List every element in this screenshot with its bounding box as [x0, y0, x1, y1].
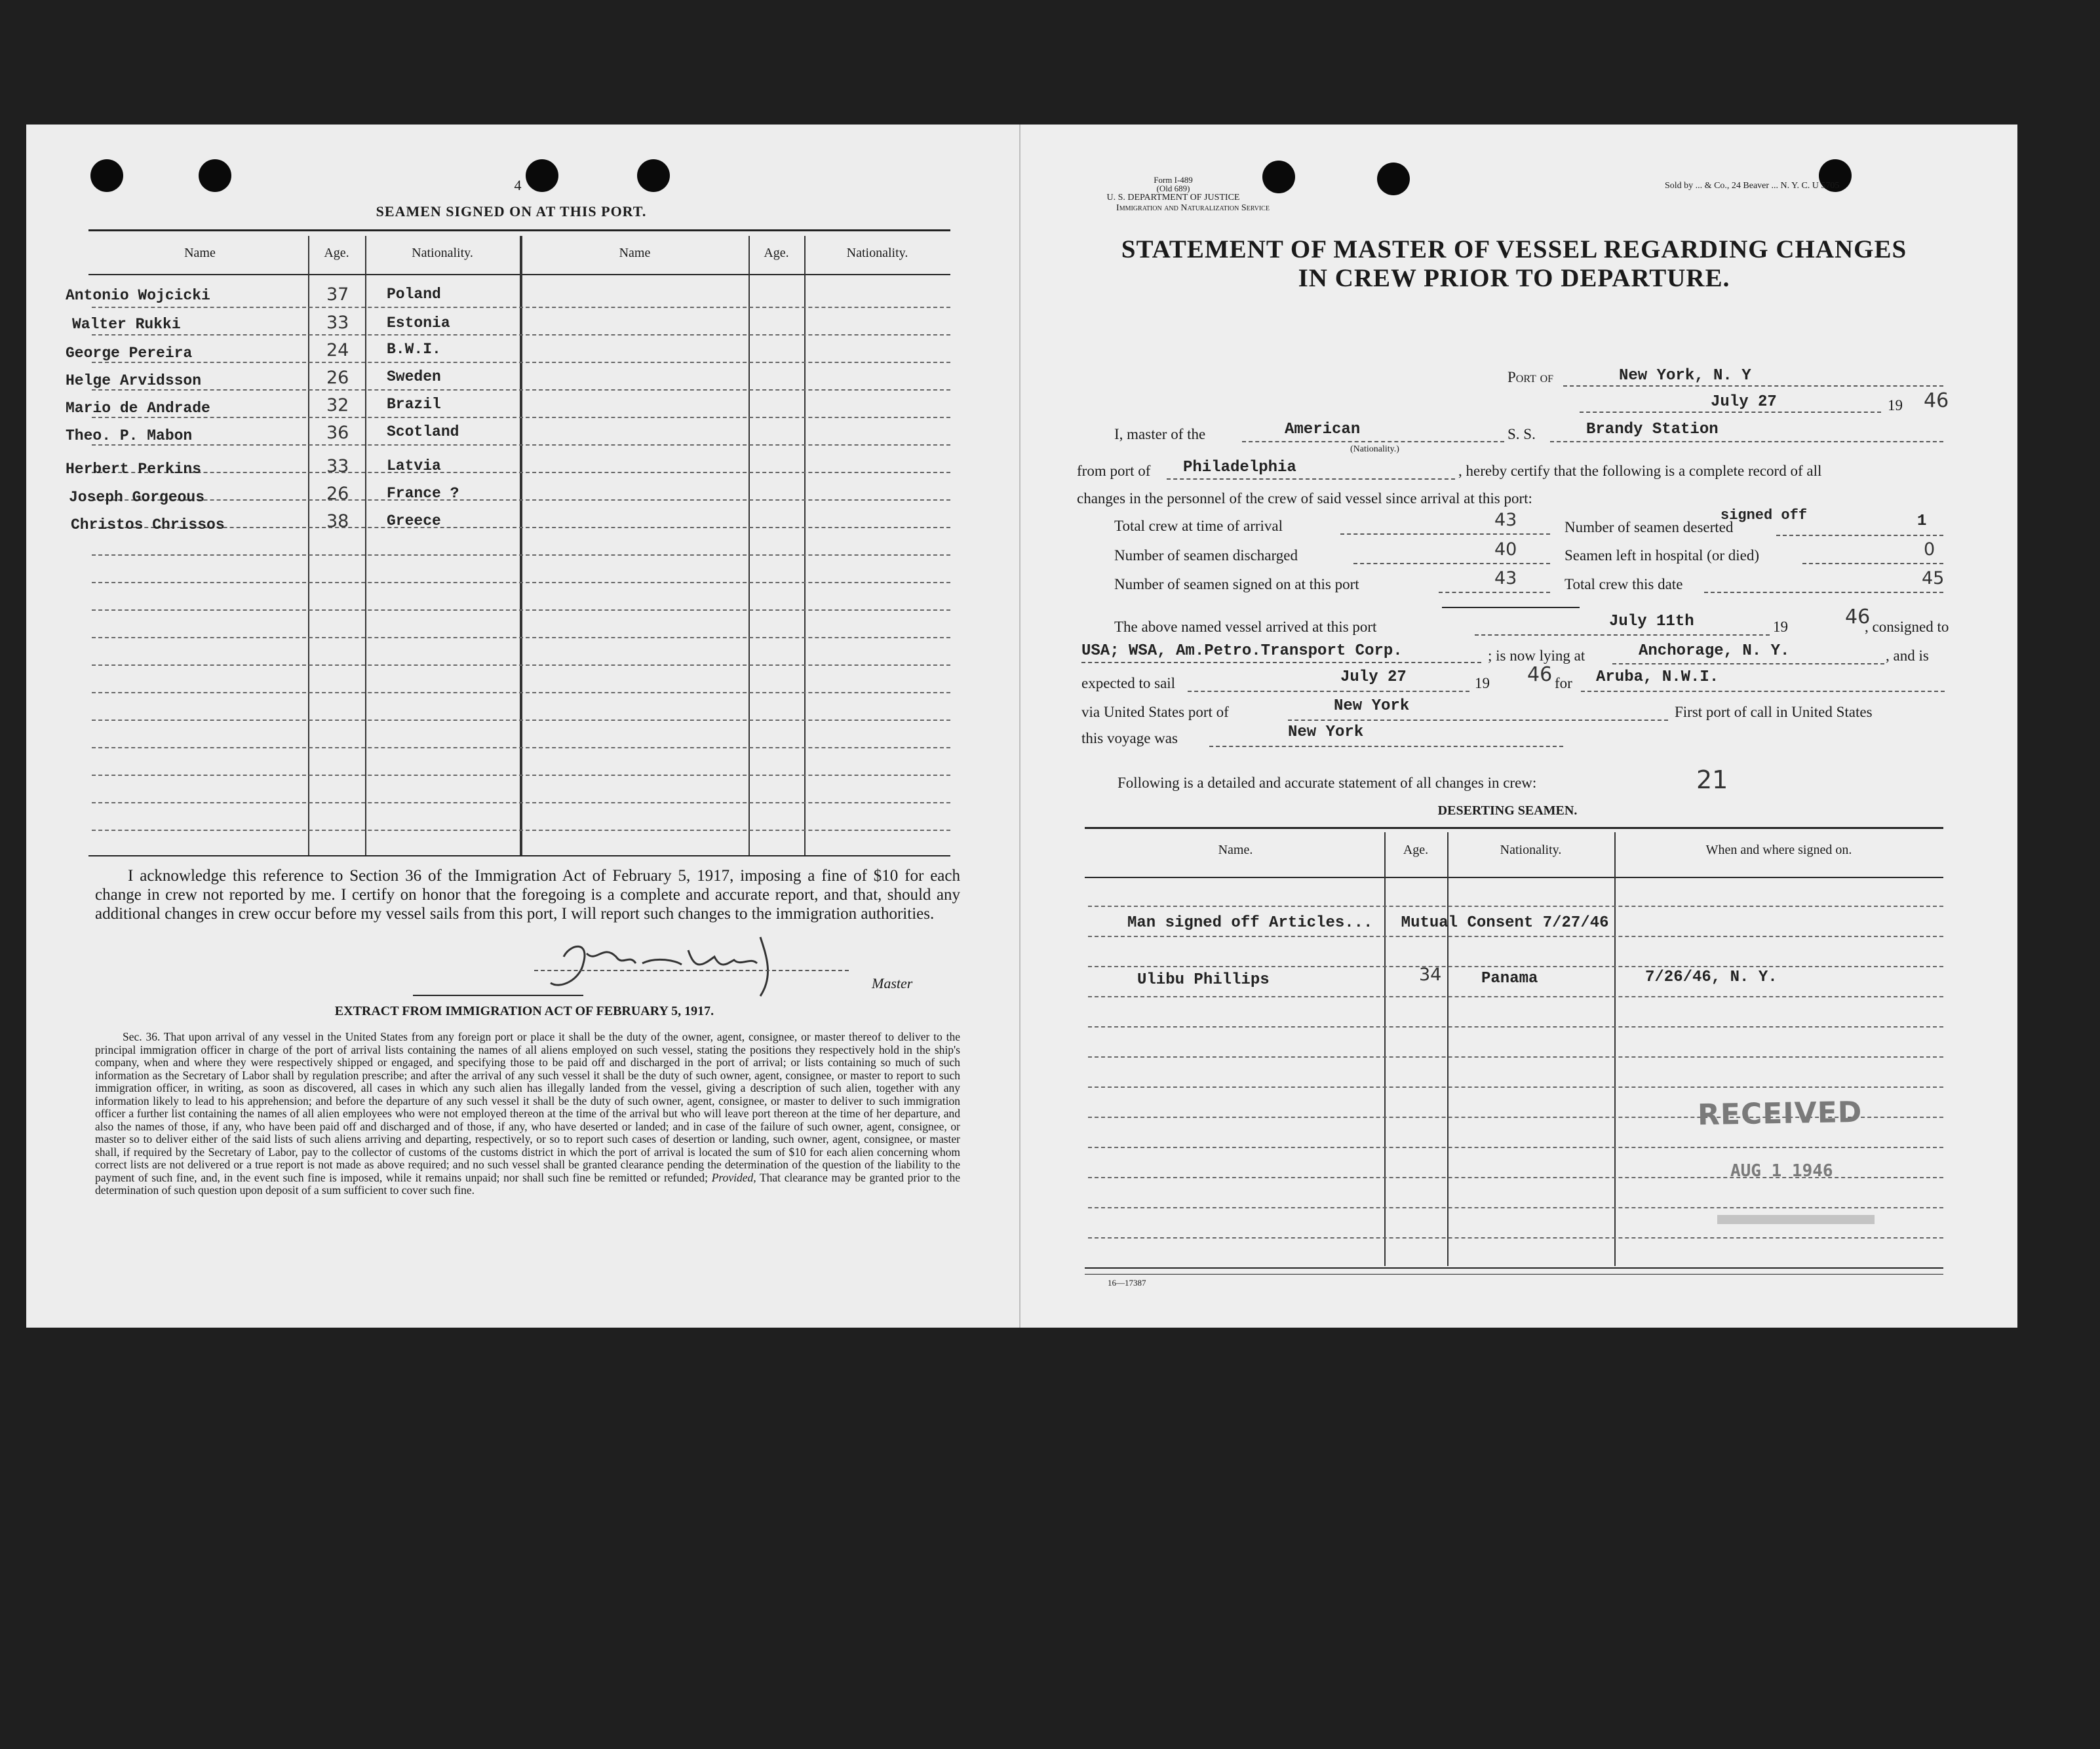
seaman-age: 38: [326, 511, 349, 531]
col-nationality-2: Nationality.: [846, 246, 908, 260]
seaman-name: Helge Arvidsson: [66, 372, 202, 389]
arrived-label: The above named vessel arrived at this port: [1114, 619, 1377, 635]
port-label: Port of: [1507, 369, 1554, 385]
discharged-value: 40: [1494, 539, 1517, 560]
date-line: [1580, 412, 1881, 413]
deserter-signed-on: 7/26/46, N. Y.: [1645, 969, 1778, 986]
deserted-label: Number of seamen deserted: [1565, 519, 1734, 535]
lying-line: [1612, 663, 1884, 664]
seaman-nationality: Greece: [387, 512, 441, 529]
total-arrival-line: [1340, 533, 1550, 535]
extract-rule: [413, 995, 583, 996]
hospital-line: [1802, 563, 1943, 564]
arrived-year-prefix: 19: [1773, 619, 1788, 635]
column-divider: [308, 236, 309, 855]
column-divider: [749, 236, 750, 855]
seaman-age: 33: [326, 313, 349, 333]
table-top-rule: [88, 229, 950, 231]
seaman-nationality: Scotland: [387, 423, 459, 440]
deserting-bottom-rule: [1085, 1267, 1943, 1269]
seaman-nationality: Estonia: [387, 315, 450, 332]
via-label: via United States port of: [1081, 704, 1229, 720]
seaman-nationality: France ?: [387, 485, 459, 502]
consigned-label: , consigned to: [1865, 619, 1949, 635]
column-divider: [365, 236, 366, 855]
destination-value: Aruba, N.W.I.: [1596, 668, 1719, 686]
col-age: Age.: [1403, 843, 1429, 857]
service: Immigration and Naturalization Service: [1116, 203, 1270, 213]
year-prefix: 19: [1888, 397, 1903, 413]
arrived-line: [1475, 634, 1770, 636]
stamp-smudge: [1717, 1215, 1875, 1224]
form-title-line2: IN CREW PRIOR TO DEPARTURE.: [1298, 264, 1730, 292]
deserting-header-rule: [1085, 877, 1943, 878]
from-port-value: Philadelphia: [1183, 459, 1296, 476]
signed-on-title: SEAMEN SIGNED ON AT THIS PORT.: [376, 203, 647, 220]
form-number: [1114, 176, 1232, 193]
deserting-title: DESERTING SEAMEN.: [1437, 803, 1578, 818]
department: U. S. DEPARTMENT OF JUSTICE: [1106, 193, 1240, 202]
deserting-top-rule: [1085, 827, 1943, 829]
punch-hole: [199, 159, 231, 192]
expected-label: expected to sail: [1081, 675, 1176, 691]
seaman-name: George Pereira: [66, 345, 193, 362]
date-value: July 27: [1711, 393, 1777, 411]
consignee-value: USA; WSA, Am.Petro.Transport Corp.: [1081, 642, 1403, 660]
via-line: [1288, 720, 1668, 721]
total-date-value: 45: [1922, 568, 1945, 588]
seaman-name: Herbert Perkins: [66, 461, 202, 478]
discharged-line: [1353, 563, 1550, 564]
total-arrival-value: 43: [1494, 510, 1517, 530]
deserted-line: [1776, 535, 1943, 536]
from-port-line: [1167, 478, 1455, 480]
seaman-name: Theo. P. Mabon: [66, 427, 193, 444]
signed-off-note: Man signed off Articles... Mutual Consent 7/27/46: [1127, 914, 1609, 932]
extract-proviso: Provided,: [711, 1170, 756, 1184]
port-value: New York, N. Y: [1619, 367, 1751, 385]
received-stamp: RECEIVED: [1697, 1095, 1863, 1132]
seaman-age: 26: [326, 484, 349, 504]
this-voyage-label: this voyage was: [1081, 730, 1178, 746]
punch-hole: [90, 159, 123, 192]
col-when-where: When and where signed on.: [1705, 843, 1852, 857]
seller-note: Sold by ... & Co., 24 Beaver ... N. Y. C. U 5705: [1665, 181, 1840, 191]
sail-year: 46: [1527, 663, 1553, 686]
nationality-line: [1242, 441, 1504, 442]
column-divider: [1384, 832, 1386, 1266]
seaman-name: Walter Rukki: [72, 316, 181, 333]
arrived-value: July 11th: [1609, 613, 1694, 630]
consignee-line: [1081, 662, 1481, 663]
sail-value: July 27: [1340, 668, 1407, 686]
seaman-age: 33: [326, 456, 349, 476]
seaman-age: 32: [326, 395, 349, 415]
signed-on-label: Number of seamen signed on at this port: [1114, 576, 1359, 592]
acknowledgment-text: I acknowledge this reference to Section 36 of the Immigration Act of February 5, 1917, imposing a fine of $10 for each change in crew not reported by me. I certify on honor that the foregoing is a complete and accurate report, and that, should any additional changes in crew occur before my vessel sails from this port, I will report such changes to the immigration authorities.: [95, 867, 960, 923]
deserter-age: 34: [1419, 965, 1442, 985]
sail-line: [1188, 691, 1469, 692]
column-divider: [1614, 832, 1616, 1266]
footer-code: 16—17387: [1108, 1278, 1146, 1288]
seaman-nationality: Sweden: [387, 368, 441, 385]
seaman-nationality: Latvia: [387, 457, 441, 474]
first-call-value: New York: [1288, 723, 1364, 741]
master-label: Master: [872, 975, 913, 991]
lying-label: ; is now lying at: [1488, 647, 1585, 664]
extract-tail: That clearance may be granted prior to the determination of such question upon deposit of a sum sufficient to cover such fine.: [95, 1170, 961, 1197]
destination-line: [1581, 691, 1945, 692]
extract-body: Sec. 36. That upon arrival of any vessel in the United States from any foreign port or place it shall be the duty of the owner, agent, consignee, or master thereof to deliver to the principal immigration officer in charge of the port of arrival lists containing the names of all aliens employed on such vessel, stating the positions they respectively hold in the ship's company, when and where they were respectively shipped or engaged, and specifying those to be paid off and discharged in the port of arrival; or lists containing so much of such information as the Secretary of Labor shall by regulation prescribe; and after the arrival of any such vessel it shall be the duty of such owner, agent, consignee, or master to report to such immigration officer, in writing, as soon as discovered, all cases in which any such alien has illegally landed from the vessel, giving a description of such alien, together with any information likely to lead to his apprehension; and before the departure of any such vessel it shall be the duty of such owner, agent, consignee, or master to deliver to such immigration officer a further list containing the names of all alien employees who were not employed thereon at the time of the arrival but who will leave port thereon at the time of her departure, and also the names of those, if any, who have been paid off and discharged and of those, if any, who have deserted or landed; and in case of the failure of such owner, agent, consignee, or master so to deliver either of the said lists of such aliens arriving and departing, respectively, or so to report such cases of desertion or landing, such owner, agent, consignee, or master shall, if required by the Secretary of Labor, pay to the collector of customs of the customs district in which the port of arrival is located the sum of $10 for each alien concerning whom correct lists are not delivered or a true report is not made as above required; and no such vessel shall be granted clearance pending the determination of the question of the liability to the payment of such fine, and, in the event such fine is imposed, while it remains unpaid; nor shall such fine be remitted or refunded;: [95, 1030, 960, 1184]
deserter-name: Ulibu Phillips: [1137, 971, 1270, 989]
and-is-label: , and is: [1886, 647, 1929, 664]
from-port-label: from port of: [1077, 463, 1151, 479]
vessel-value: Brandy Station: [1586, 421, 1719, 438]
seaman-age: 36: [326, 423, 349, 443]
changes-count: 21: [1696, 765, 1728, 794]
col-name: Name: [184, 246, 216, 260]
ss-label: S. S.: [1507, 426, 1536, 442]
port-line: [1563, 385, 1943, 387]
hospital-label: Seamen left in hospital (or died): [1565, 547, 1760, 564]
page-gutter: [1019, 125, 1021, 1328]
seaman-nationality: B.W.I.: [387, 341, 441, 358]
arrived-year: 46: [1845, 605, 1871, 628]
table-bottom-rule: [88, 855, 950, 856]
year-value: 46: [1924, 389, 1949, 412]
col-age: Age.: [324, 246, 349, 260]
seaman-nationality: Poland: [387, 286, 441, 303]
col-nationality: Nationality.: [1500, 843, 1562, 857]
vessel-line: [1550, 441, 1943, 442]
form-title-line1: STATEMENT OF MASTER OF VESSEL REGARDING CHANGES: [1121, 235, 1907, 263]
form-no: Form I-489: [1154, 175, 1193, 185]
nationality-caption: (Nationality.): [1350, 444, 1399, 454]
col-age-2: Age.: [764, 246, 789, 260]
column-divider: [520, 236, 522, 855]
seaman-nationality: Brazil: [387, 396, 441, 413]
master-of-label: I, master of the: [1114, 426, 1206, 442]
col-name-2: Name: [619, 246, 651, 260]
first-call-line: [1209, 746, 1563, 747]
col-nationality: Nationality.: [412, 246, 473, 260]
certify-text: , hereby certify that the following is a complete record of all: [1458, 463, 1822, 479]
seaman-age: 26: [326, 368, 349, 388]
extract-text: [95, 1031, 960, 1197]
hospital-value: 0: [1924, 539, 1935, 560]
col-name: Name.: [1218, 843, 1253, 857]
seaman-age: 24: [326, 340, 349, 360]
discharged-label: Number of seamen discharged: [1114, 547, 1298, 564]
page-number: 4: [514, 177, 522, 193]
signed-on-value: 43: [1494, 568, 1517, 588]
deserter-nationality: Panama: [1481, 970, 1538, 988]
signed-on-line: [1439, 592, 1550, 593]
total-date-line: [1704, 592, 1943, 593]
counts-rule: [1442, 607, 1580, 608]
punch-hole: [637, 159, 670, 192]
seaman-name: Mario de Andrade: [66, 400, 210, 417]
column-divider: [1447, 832, 1449, 1266]
seaman-name: Joseph Gorgeous: [69, 489, 205, 506]
seaman-age: 37: [326, 284, 349, 305]
deserting-bottom-rule-2: [1085, 1274, 1943, 1275]
first-call-label: First port of call in United States: [1675, 704, 1873, 720]
lying-value: Anchorage, N. Y.: [1639, 642, 1790, 660]
seaman-name: Christos Chrissos: [71, 516, 225, 533]
received-stamp-date: AUG 1 1946: [1730, 1161, 1833, 1181]
following-label: Following is a detailed and accurate statement of all changes in crew:: [1118, 775, 1537, 791]
sail-year-prefix: 19: [1475, 675, 1490, 691]
punch-hole: [1262, 161, 1295, 193]
deserted-correction: signed off: [1721, 507, 1808, 524]
signature-line: [534, 970, 849, 971]
form-old: (Old 689): [1156, 183, 1190, 193]
total-arrival-label: Total crew at time of arrival: [1114, 518, 1283, 534]
deserted-value: 1: [1917, 512, 1927, 530]
extract-title: EXTRACT FROM IMMIGRATION ACT OF FEBRUARY 5, 1917.: [334, 1004, 714, 1018]
changes-text: changes in the personnel of the crew of said vessel since arrival at this port:: [1077, 490, 1532, 507]
total-date-label: Total crew this date: [1565, 576, 1683, 592]
for-label: for: [1555, 675, 1572, 691]
nationality-value: American: [1285, 421, 1361, 438]
punch-hole: [1377, 163, 1410, 195]
seaman-name: Antonio Wojcicki: [66, 287, 210, 304]
column-divider: [804, 236, 806, 855]
via-value: New York: [1334, 697, 1410, 715]
